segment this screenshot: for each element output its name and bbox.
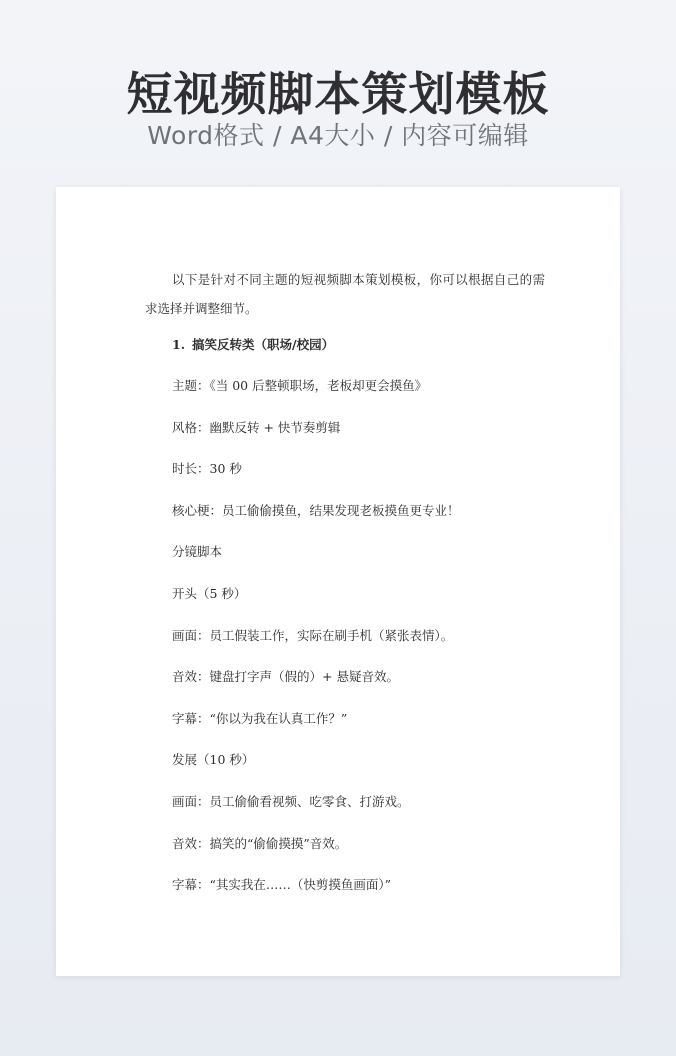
storyboard-heading: 分镜脚本 xyxy=(172,544,223,560)
core-gag-line: 核心梗：员工偷偷摸鱼，结果发现老板摸鱼更专业！ xyxy=(172,502,460,518)
topic-line: 主题：《当 00 后整顿职场，老板却更会摸鱼》 xyxy=(172,378,428,393)
section-title: 搞笑反转类（职场/校园） xyxy=(192,337,335,352)
opening-visual-line: 画面：员工假装工作，实际在刷手机（紧张表情）。 xyxy=(172,627,454,643)
section-heading xyxy=(145,332,545,358)
opening-heading: 开头（5 秒） xyxy=(172,585,247,601)
development-visual-line: 画面：员工偷偷看视频、吃零食、打游戏。 xyxy=(172,793,410,809)
page-subtitle: Word格式 / A4大小 / 内容可编辑 xyxy=(147,121,529,150)
duration-line: 时长：30 秒 xyxy=(172,461,242,477)
template-banner xyxy=(0,0,676,186)
development-heading: 发展（10 秒） xyxy=(172,752,255,768)
document-body xyxy=(145,265,545,898)
section-number: 1. xyxy=(172,337,186,352)
document-page xyxy=(56,187,620,976)
intro-paragraph: 以下是针对不同主题的短视频脚本策划模板，你可以根据自己的需求选择并调整细节。 xyxy=(145,272,545,316)
opening-sound-line: 音效：键盘打字声（假的）+ 悬疑音效。 xyxy=(172,669,399,685)
opening-caption-line: 字幕：“你以为我在认真工作？” xyxy=(172,710,348,726)
page-title: 短视频脚本策划模板 xyxy=(126,67,550,121)
style-line: 风格：幽默反转 + 快节奏剪辑 xyxy=(172,419,341,435)
development-caption-line: 字幕：“其实我在……（快剪摸鱼画面）” xyxy=(172,877,392,893)
development-sound-line: 音效：搞笑的“偷偷摸摸”音效。 xyxy=(172,835,348,851)
